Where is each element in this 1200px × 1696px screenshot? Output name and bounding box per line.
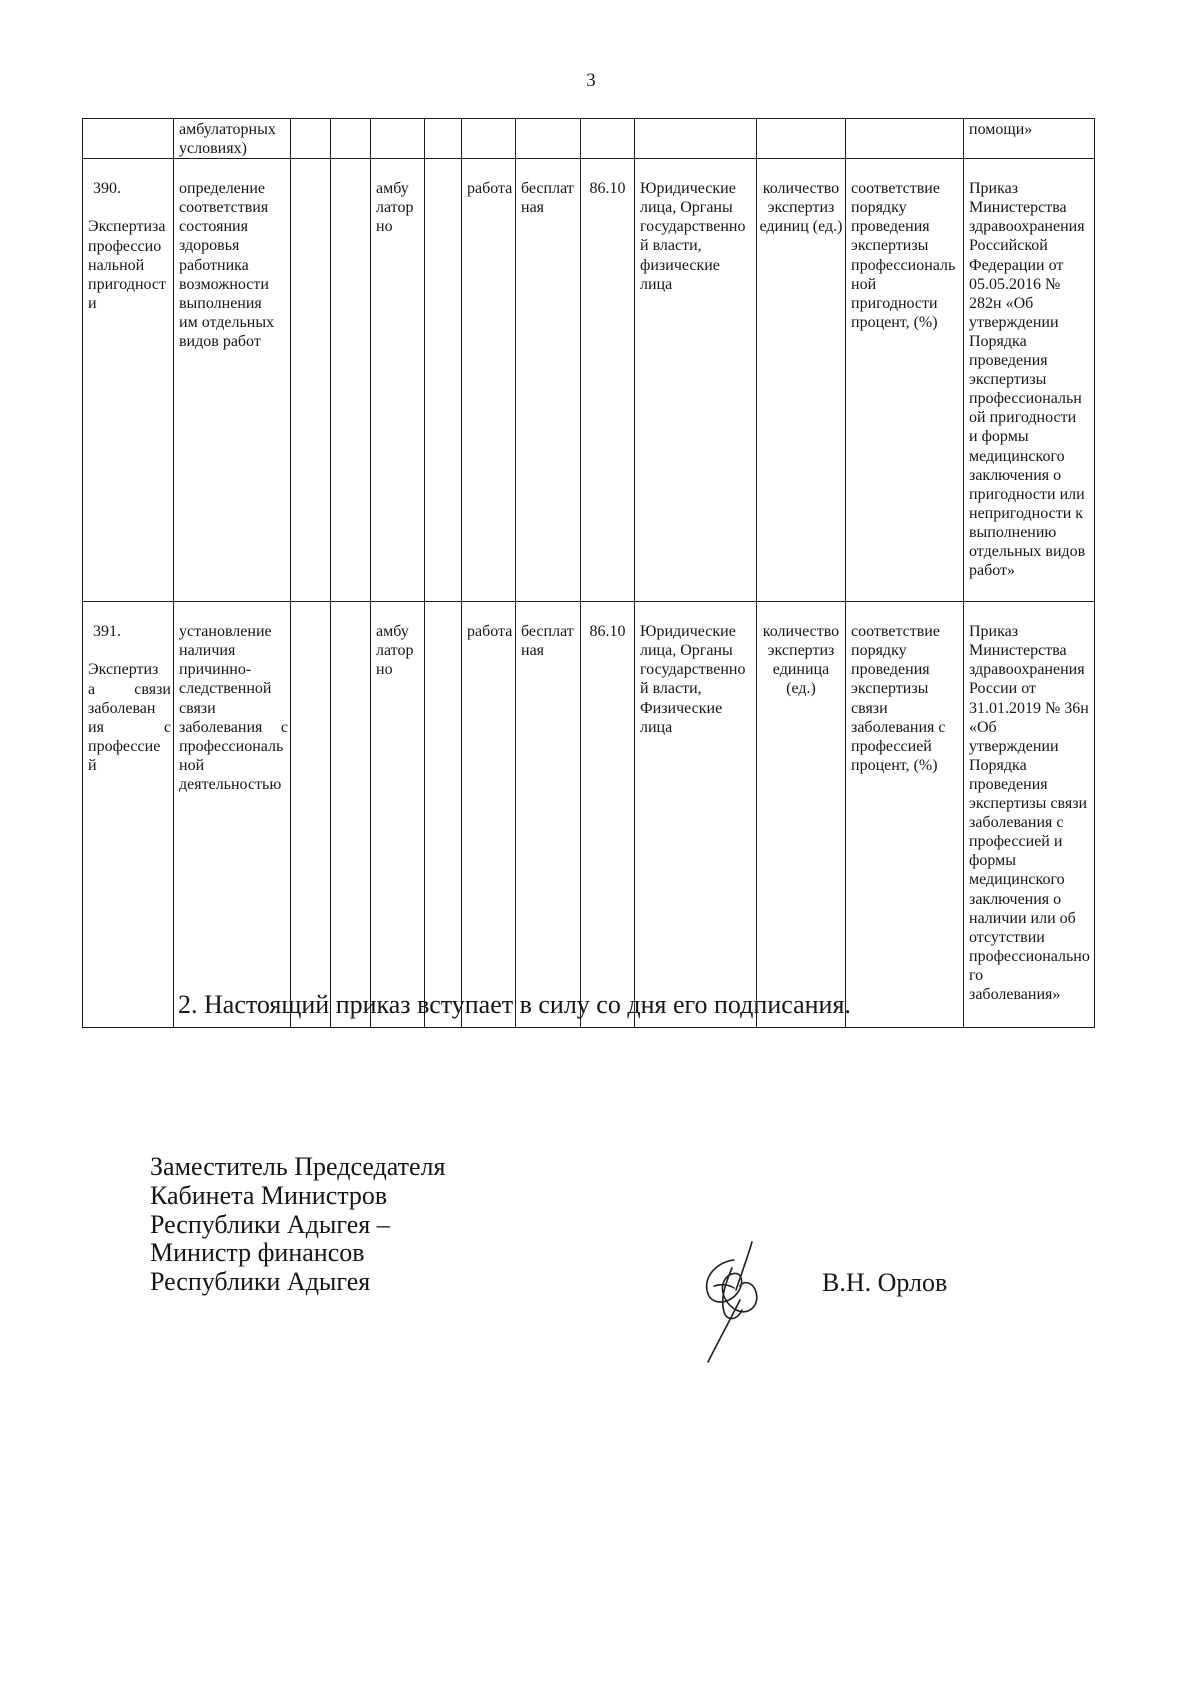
quality-cell: соответствие порядку проведения экспертизы профессиональ ной пригодности процент, (%) (846, 159, 964, 602)
payment-cell: бесплат ная (516, 602, 581, 1028)
service-content-cell: амбулаторных условиях) (174, 119, 291, 159)
service-condition-cell (371, 119, 425, 159)
empty-cell (425, 602, 462, 1028)
service-condition-cell: амбу латор но (371, 602, 425, 1028)
empty-cell (425, 159, 462, 602)
consumers-cell: Юридические лица, Органы государственно й власти, Физические лица (635, 602, 757, 1028)
consumers-cell: Юридические лица, Органы государственно й власти, физические лица (635, 159, 757, 602)
service-content-cell: установление наличия причинно- следственной связи заболевания с профессиональ ной деятельностью (174, 602, 291, 1028)
order-clause: 2. Настоящий приказ вступает в силу со дня его подписания. (178, 990, 851, 1019)
table-row (83, 159, 1095, 602)
table-row (83, 119, 1095, 159)
table-row (83, 602, 1095, 1028)
services-table (82, 118, 1095, 1028)
signature-scribble (690, 1238, 780, 1368)
service-type-cell (462, 119, 516, 159)
legal-basis-cell: Приказ Министерства здравоохранения России от 31.01.2019 № 36н «Об утверждении Порядка проведения экспертизы связи заболевания с профессией и формы медицинского заключения о наличии или об отсутствии профессионально го заболевания» (964, 602, 1095, 1028)
empty-cell (291, 119, 331, 159)
handwritten-signature (690, 1238, 780, 1368)
empty-cell (291, 602, 331, 1028)
okved-code-cell (581, 119, 635, 159)
legal-basis-cell: Приказ Министерства здравоохранения Российской Федерации от 05.05.2016 № 282н «Об утверждении Порядка проведения экспертизы профессиональн ой пригодности и формы медицинского заключения о пригодности или непригодности к выполнению отдельных видов работ» (964, 159, 1095, 602)
indicator-cell: количество экспертиз единица (ед.) (757, 602, 846, 1028)
empty-cell (331, 119, 371, 159)
service-name-cell (83, 602, 174, 1028)
row-number: 390. (93, 180, 121, 198)
okved-code-cell: 86.10 (581, 602, 635, 1028)
page-number: 3 (586, 70, 596, 91)
payment-cell: бесплат ная (516, 159, 581, 602)
service-type-cell: работа (462, 159, 516, 602)
empty-cell (331, 159, 371, 602)
signatory-position: Заместитель Председателя Кабинета Министров Республики Адыгея – Министр финансов Республики Адыгея (150, 1152, 446, 1297)
service-name-cell (83, 159, 174, 602)
service-content-cell: определение соответствия состояния здоровья работника возможности выполнения им отдельных видов работ (174, 159, 291, 602)
service-name: Экспертиза профессио нальной пригодност и (88, 218, 167, 312)
service-condition-cell: амбу латор но (371, 159, 425, 602)
row-number: 391. (93, 623, 121, 641)
quality-cell: соответствие порядку проведения экспертизы связи заболевания с профессией процент, (%) (846, 602, 964, 1028)
okved-code-cell: 86.10 (581, 159, 635, 602)
empty-cell (425, 119, 462, 159)
indicator-cell (757, 119, 846, 159)
payment-cell (516, 119, 581, 159)
legal-basis-cell: помощи» (964, 119, 1095, 159)
empty-cell (291, 159, 331, 602)
empty-cell (331, 602, 371, 1028)
quality-cell (846, 119, 964, 159)
indicator-cell: количество экспертиз единиц (ед.) (757, 159, 846, 602)
service-name-cell (83, 119, 174, 159)
consumers-cell (635, 119, 757, 159)
signatory-name: В.Н. Орлов (822, 1268, 948, 1297)
service-name: Экспертиз а связи заболеван ия с профессие й (88, 661, 171, 774)
service-type-cell: работа (462, 602, 516, 1028)
